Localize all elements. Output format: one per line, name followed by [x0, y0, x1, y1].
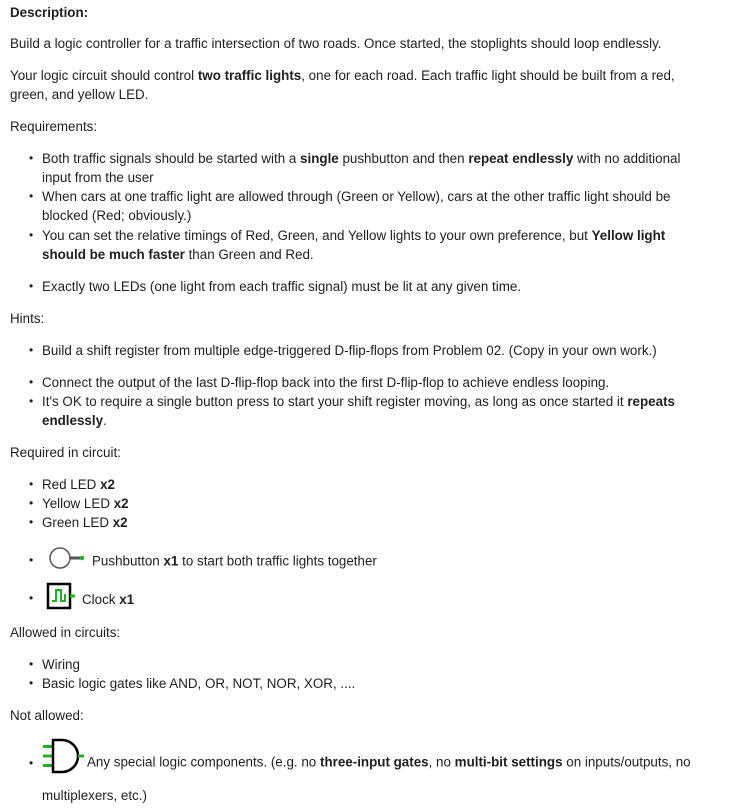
bullet: •	[29, 151, 34, 165]
required-item-yellow-led: • Yellow LED x2	[29, 496, 129, 511]
bullet: •	[29, 676, 34, 690]
description-paragraph-2-line-1: Your logic circuit should control two traffic lights, one for each road. Each traffic light should be built from a red,	[10, 68, 675, 83]
bullet: •	[29, 591, 34, 605]
bullet: •	[29, 553, 34, 567]
bullet: •	[29, 375, 34, 389]
allowed-heading: Allowed in circuits:	[10, 625, 121, 640]
bullet: •	[29, 756, 34, 770]
allowed-item-basic-gates: • Basic logic gates like AND, OR, NOT, NOR, XOR, ....	[29, 676, 356, 691]
bullet: •	[29, 228, 34, 242]
hint-item-2: • Connect the output of the last D-flip-flop back into the first D-flip-flop to achieve endless looping.	[29, 375, 610, 390]
description-heading: Description:	[10, 5, 89, 20]
hint-item-1: • Build a shift register from multiple edge-triggered D-flip-flops from Problem 02. (Copy in your own work.)	[29, 343, 657, 358]
required-item-pushbutton: • Pushbutton x1 to start both traffic lights together	[42, 546, 702, 578]
requirements-heading: Requirements:	[10, 119, 98, 134]
bullet: •	[29, 657, 34, 671]
requirement-item-4: • Exactly two LEDs (one light from each traffic signal) must be lit at any given time.	[29, 279, 522, 294]
required-item-green-led: • Green LED x2	[29, 515, 128, 530]
not-allowed-item-special-components: • Any special logic components. (e.g. no three-input gates, no multi-bit settings on inputs/outputs, no multiplexers, etc.)	[42, 737, 702, 805]
required-item-red-led: • Red LED x2	[29, 477, 115, 492]
hint-item-3: • It's OK to require a single button press to start your shift register moving, as long as once started it repeats endlessly.	[29, 394, 675, 428]
hints-heading: Hints:	[10, 311, 45, 326]
bullet: •	[29, 343, 34, 357]
clock-icon	[46, 582, 76, 619]
requirement-item-3: • You can set the relative timings of Red, Green, and Yellow lights to your own preference, but Yellow light should be much faster than Green and Red.	[29, 228, 666, 262]
bullet: •	[29, 279, 34, 293]
required-in-circuit-heading: Required in circuit:	[10, 445, 121, 460]
three-input-gate-icon	[42, 737, 84, 789]
bullet: •	[29, 496, 34, 510]
bullet: •	[29, 394, 34, 408]
bullet: •	[29, 477, 34, 491]
allowed-item-wiring: • Wiring	[29, 657, 80, 672]
bullet: •	[29, 515, 34, 529]
bullet: •	[29, 189, 34, 203]
requirement-item-1: • Both traffic signals should be started with a single pushbutton and then repeat endlessly with no additional input from the user	[29, 151, 681, 185]
not-allowed-heading: Not allowed:	[10, 708, 84, 723]
description-paragraph-1: Build a logic controller for a traffic intersection of two roads. Once started, the stoplights should loop endlessly.	[10, 36, 662, 51]
requirement-item-2: • When cars at one traffic light are allowed through (Green or Yellow), cars at the other traffic light should be blocked (Red; obviously.)	[29, 189, 671, 223]
required-item-clock: • Clock x1	[42, 582, 702, 619]
pushbutton-icon	[48, 546, 86, 578]
description-paragraph-2-line-2: green, and yellow LED.	[10, 87, 149, 102]
